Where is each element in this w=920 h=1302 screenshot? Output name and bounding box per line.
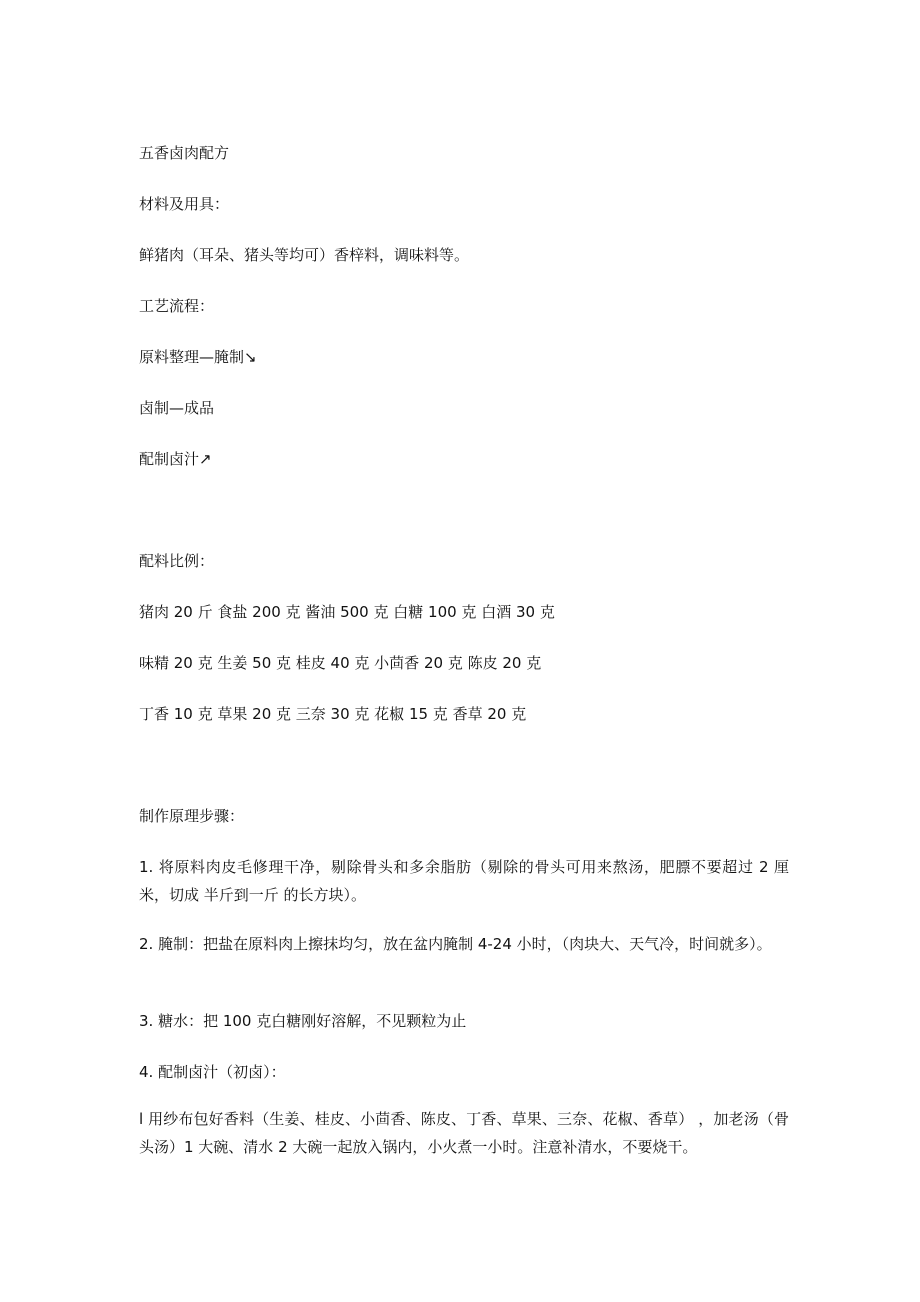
step-4-detail: l 用纱布包好香料（生姜、桂皮、小茴香、陈皮、丁香、草果、三奈、花椒、香草） ，加老汤（骨头汤）1 大碗、清水 2 大碗一起放入锅内，小火煮一小时。注意补清水，不要烧干。: [139, 1110, 789, 1156]
ratio-line-1: 猪肉 20 斤 食盐 200 克 酱油 500 克 白糖 100 克 白酒 30 克: [139, 603, 555, 621]
step-2: 2. 腌制：把盐在原料肉上擦抹均匀，放在盆内腌制 4-24 小时，（肉块大、天气冷，时间就多）。: [139, 935, 772, 953]
materials-heading: 材料及用具：: [139, 195, 230, 213]
step-3: 3. 糖水：把 100 克白糖刚好溶解，不见颗粒为止: [139, 1012, 467, 1030]
step-1: 1. 将原料肉皮毛修理干净，剔除骨头和多余脂肪（剔除的骨头可用来熬汤，肥膘不要超过 2 厘米，切成 半斤到一斤 的长方块）。: [139, 858, 789, 904]
process-line-1: 原料整理—腌制↘: [139, 348, 257, 366]
steps-heading: 制作原理步骤：: [139, 807, 245, 825]
process-heading: 工艺流程：: [139, 297, 215, 315]
document-title: 五香卤肉配方: [139, 144, 230, 162]
process-line-2: 卤制—成品: [139, 399, 215, 417]
ratio-heading: 配料比例：: [139, 552, 215, 570]
ratio-line-3: 丁香 10 克 草果 20 克 三奈 30 克 花椒 15 克 香草 20 克: [139, 705, 527, 723]
step-4: 4. 配制卤汁（初卤）：: [139, 1063, 286, 1081]
process-line-3: 配制卤汁↗: [139, 450, 212, 468]
materials-text: 鲜猪肉（耳朵、猪头等均可）香梓料，调味料等。: [139, 246, 470, 264]
ratio-line-2: 味精 20 克 生姜 50 克 桂皮 40 克 小茴香 20 克 陈皮 20 克: [139, 654, 542, 672]
